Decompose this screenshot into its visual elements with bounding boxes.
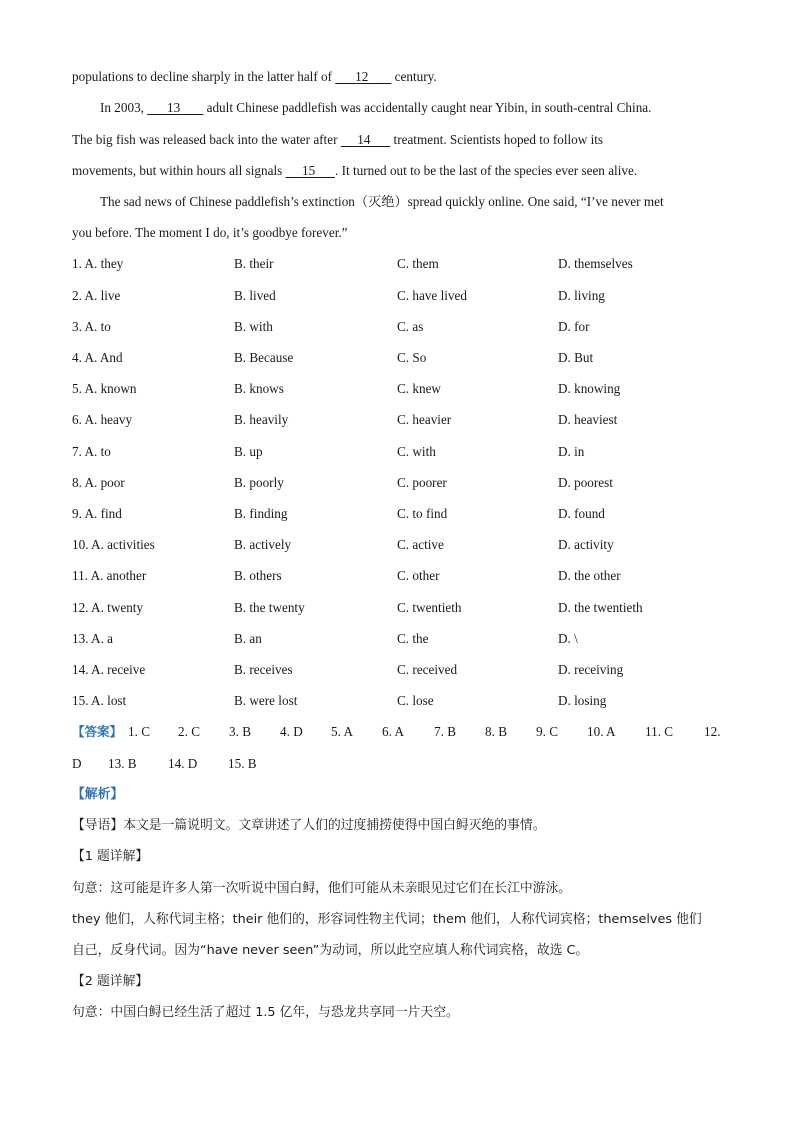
option-b: B. their [234, 256, 274, 271]
option-c: C. other [397, 568, 440, 583]
option-a: 8. A. poor [72, 475, 125, 490]
passage-text: The big fish was released back into the water after [72, 132, 341, 147]
option-b: B. receives [234, 662, 293, 677]
option-b: B. the twenty [234, 600, 305, 615]
answer-item: 11. C [645, 724, 674, 739]
option-a: 2. A. live [72, 288, 121, 303]
blank-12: 12 [355, 69, 369, 84]
option-c: C. to find [397, 506, 448, 521]
option-c: C. lose [397, 693, 434, 708]
option-b: B. up [234, 444, 263, 459]
option-c: C. poorer [397, 475, 447, 490]
option-d: D. in [558, 444, 585, 459]
option-b: B. knows [234, 381, 284, 396]
option-c: C. knew [397, 381, 441, 396]
answer-item: 10. A [587, 724, 616, 739]
answer-item: 8. B [485, 724, 507, 739]
question-row [72, 693, 752, 709]
question-row [72, 568, 752, 584]
answer-item: 15. B [228, 756, 257, 771]
passage-text: treatment. Scientists hoped to follow its [390, 132, 604, 147]
answer-item: 2. C [178, 724, 200, 739]
option-d: D. the other [558, 568, 621, 583]
passage-text: . It turned out to be the last of the species ever seen alive. [335, 163, 638, 178]
question-row [72, 256, 752, 272]
question-row [72, 381, 752, 397]
option-c: C. have lived [397, 288, 467, 303]
passage-line-1 [72, 69, 437, 85]
answer-item: D [72, 756, 82, 771]
passage-text: movements, but within hours all signals [72, 163, 286, 178]
passage-text: century. [391, 69, 437, 84]
option-b: B. an [234, 631, 262, 646]
blank-13: 13 [167, 100, 181, 115]
answer-item: 3. B [229, 724, 251, 739]
option-c: C. received [397, 662, 458, 677]
guide-line [72, 817, 545, 834]
answer-item: 4. D [280, 724, 303, 739]
answer-item: 9. C [536, 724, 558, 739]
question-row [72, 600, 752, 616]
option-d: D. living [558, 288, 605, 303]
answer-label: 【答案】 [72, 724, 123, 739]
passage-line-3 [72, 132, 603, 148]
option-d: D. poorest [558, 475, 613, 490]
passage-line-4 [72, 163, 637, 179]
question-row [72, 506, 752, 522]
q1-detail-label: 【1 题详解】 [72, 849, 149, 864]
option-c: C. twentieth [397, 600, 462, 615]
option-c: C. them [397, 256, 439, 271]
option-d: D. knowing [558, 381, 621, 396]
answer-item: 6. A [382, 724, 404, 739]
option-d: D. \ [558, 631, 578, 646]
option-b: B. poorly [234, 475, 284, 490]
question-row [72, 662, 752, 678]
option-c: C. So [397, 350, 427, 365]
answer-item: 14. D [168, 756, 198, 771]
option-a: 11. A. another [72, 568, 147, 583]
answer-item: 1. C [128, 724, 150, 739]
option-b: B. finding [234, 506, 288, 521]
passage-text: In 2003, [100, 100, 148, 115]
option-a: 6. A. heavy [72, 412, 133, 427]
option-c: C. active [397, 537, 444, 552]
option-d: D. found [558, 506, 605, 521]
option-b: B. Because [234, 350, 294, 365]
option-b: B. actively [234, 537, 292, 552]
option-a: 1. A. they [72, 256, 124, 271]
passage-line-2 [100, 100, 651, 116]
option-a: 14. A. receive [72, 662, 146, 677]
question-row [72, 350, 752, 366]
option-d: D. for [558, 319, 590, 334]
option-b: B. others [234, 568, 282, 583]
option-c: C. as [397, 319, 424, 334]
option-a: 10. A. activities [72, 537, 155, 552]
option-d: D. receiving [558, 662, 624, 677]
option-a: 3. A. to [72, 319, 111, 334]
question-row [72, 412, 752, 428]
q1-meaning: 句意：这可能是许多人第一次听说中国白鲟，他们可能从未亲眼见过它们在长江中游泳。 [72, 881, 572, 896]
analysis-label: 【解析】 [72, 787, 124, 802]
blank-15: 15 [302, 163, 316, 178]
option-b: B. were lost [234, 693, 298, 708]
passage-text: populations to decline sharply in the latter half of [72, 69, 336, 84]
option-a: 15. A. lost [72, 693, 127, 708]
guide-text: 本文是一篇说明文。文章讲述了人们的过度捕捞使得中国白鲟灭绝的事情。 [123, 818, 546, 833]
question-row [72, 319, 752, 335]
answer-item: 13. B [108, 756, 137, 771]
passage-text: adult Chinese paddlefish was accidentally caught near Yibin, in south-central China. [203, 100, 652, 115]
option-d: D. the twentieth [558, 600, 643, 615]
answer-item: 5. A [331, 724, 353, 739]
option-c: C. heavier [397, 412, 452, 427]
option-c: C. with [397, 444, 436, 459]
option-a: 9. A. find [72, 506, 122, 521]
question-row [72, 631, 752, 647]
option-d: D. themselves [558, 256, 633, 271]
option-b: B. heavily [234, 412, 289, 427]
option-b: B. with [234, 319, 273, 334]
option-a: 4. A. And [72, 350, 123, 365]
option-d: D. But [558, 350, 594, 365]
option-d: D. heaviest [558, 412, 618, 427]
passage-line-6: you before. The moment I do, it’s goodbye forever.” [72, 225, 348, 240]
q1-explanation: they 他们，人称代词主格；their 他们的，形容词性物主代词；them 他们，人称代词宾格；themselves 他们 [72, 912, 702, 927]
option-a: 12. A. twenty [72, 600, 144, 615]
option-a: 5. A. known [72, 381, 137, 396]
option-d: D. losing [558, 693, 607, 708]
q1-explanation: 自己，反身代词。因为“have never seen”为动词，所以此空应填人称代词宾格，故选 C。 [72, 943, 589, 958]
answer-line-2 [72, 756, 752, 772]
q2-detail-label: 【2 题详解】 [72, 974, 149, 989]
option-a: 7. A. to [72, 444, 111, 459]
option-a: 13. A. a [72, 631, 114, 646]
option-d: D. activity [558, 537, 614, 552]
answer-item: 7. B [434, 724, 456, 739]
question-row [72, 475, 752, 491]
question-row [72, 537, 752, 553]
passage-line-5: The sad news of Chinese paddlefish’s extinction（灭绝）spread quickly online. One said, “I’ve never met [100, 194, 664, 209]
question-row [72, 444, 752, 460]
guide-label: 【导语】 [72, 818, 124, 833]
blank-14: 14 [357, 132, 371, 147]
q2-meaning: 句意：中国白鲟已经生活了超过 1.5 亿年，与恐龙共享同一片天空。 [72, 1005, 459, 1020]
option-b: B. lived [234, 288, 276, 303]
answer-item: 12. [704, 724, 721, 739]
question-row [72, 288, 752, 304]
answer-line-1 [72, 724, 752, 740]
option-c: C. the [397, 631, 429, 646]
